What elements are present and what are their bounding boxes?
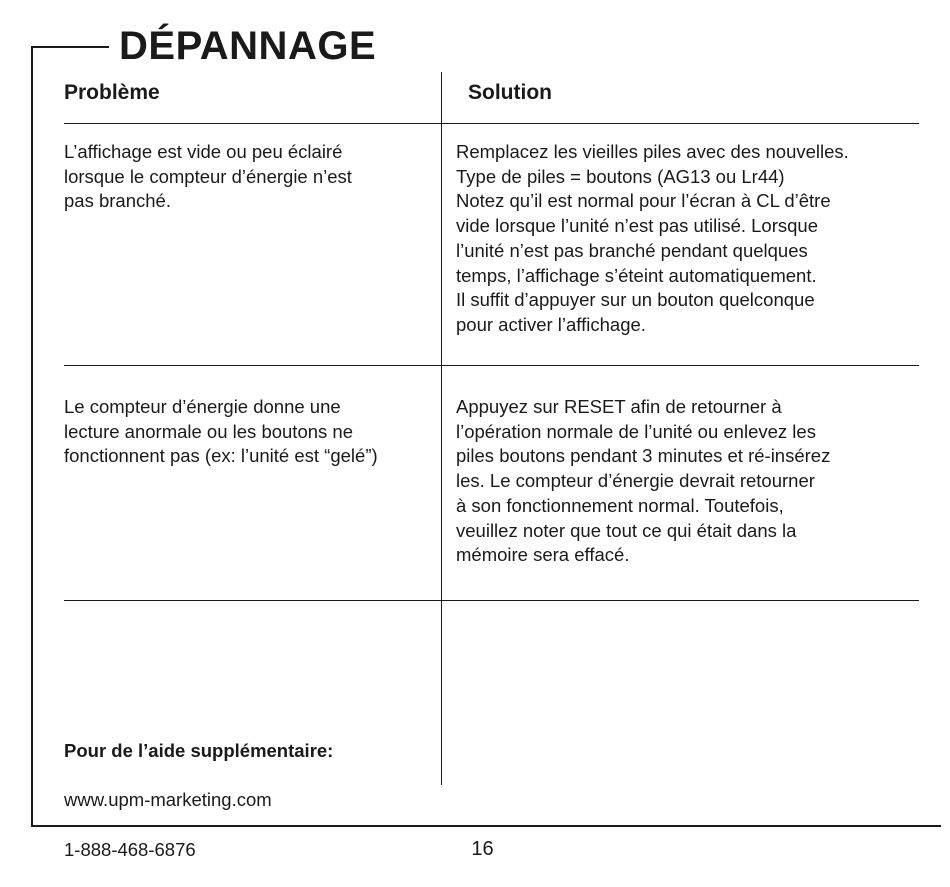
header-rule: [64, 123, 919, 124]
help-website: www.upm-marketing.com: [64, 789, 272, 811]
header-solution: Solution: [468, 81, 552, 104]
header-problem: Problème: [64, 81, 160, 104]
page-title: DÉPANNAGE: [119, 24, 377, 68]
row-1-rule: [64, 365, 919, 366]
row-1-problem: L’affichage est vide ou peu éclairé lorsque le compteur d’énergie n’est pas branché.: [64, 141, 352, 212]
row-2-solution: Appuyez sur RESET afin de retourner à l’opération normale de l’unité ou enlevez les piles boutons pendant 3 minutes et ré-insérez les. Le compteur d’énergie devrait retourner à son fonctionnement normal. Toutefois, veuillez noter que tout ce qui était dans la mémoire sera effacé.: [456, 396, 831, 566]
row-1-solution: Remplacez les vieilles piles avec des nouvelles. Type de piles = boutons (AG13 ou Lr44) Notez qu’il est normal pour l’écran à CL d’être vide lorsque l’unité n’est pas utilisé. Lorsque l’unité n’est pas branché pendant quelques temps, l’affichage s’éteint automatiquement. Il suffit d’appuyer sur un bouton quelconque pour activer l’affichage.: [456, 141, 849, 335]
page-number: 16: [471, 838, 494, 860]
row-2-rule: [64, 600, 919, 601]
help-phone: 1-888-468-6876: [64, 838, 196, 860]
column-divider: [441, 72, 442, 785]
help-title: Pour de l’aide supplémentaire:: [64, 739, 334, 761]
frame-top-line: [31, 46, 109, 48]
row-2-problem: Le compteur d’énergie donne une lecture anormale ou les boutons ne fonctionnent pas (ex: l’unité est “gelé”): [64, 396, 378, 467]
frame-left-line: [31, 46, 33, 827]
